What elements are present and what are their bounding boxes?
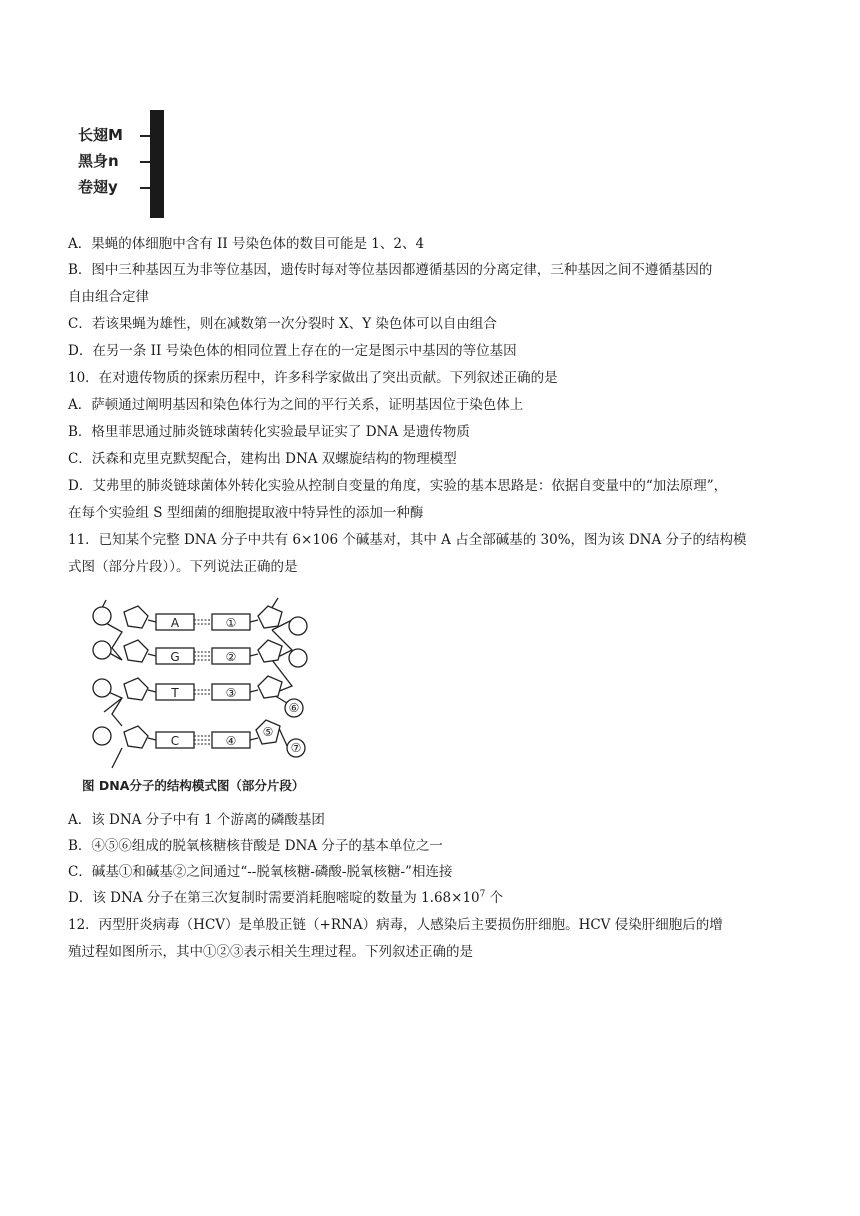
- base-number: ②: [225, 650, 237, 664]
- sugar-base-bond: [148, 690, 156, 692]
- q10-option-d-line2: 在每个实验组 S 型细菌的细胞提取液中特异性的添加一种酶: [68, 505, 424, 521]
- q10-option-b: B．格里菲思通过肺炎链球菌转化实验最早证实了 DNA 是遗传物质: [68, 424, 470, 440]
- base-number: ①: [225, 616, 237, 630]
- phosphate-circle: [93, 727, 111, 745]
- q9-option-a: A．果蝇的体细胞中含有 II 号染色体的数目可能是 1、2、4: [68, 236, 425, 252]
- sugar-base-bond: [250, 654, 258, 656]
- q9-option-b-line2: 自由组合定律: [68, 289, 149, 305]
- marker-6-label: ⑥: [288, 701, 300, 715]
- sugar-base-bond: [250, 620, 258, 622]
- phosphate-circle: [93, 641, 111, 659]
- deoxyribose-pentagon: [124, 678, 148, 700]
- sugar-base-bond: [148, 738, 156, 740]
- deoxyribose-pentagon: [124, 606, 148, 628]
- dna-figure-caption: 图 DNA分子的结构模式图（部分片段）: [82, 778, 305, 793]
- q11-stem-line1: 11．已知某个完整 DNA 分子中共有 6×106 个碱基对，其中 A 占全部碱基的 30%，图为该 DNA 分子的结构模: [68, 532, 747, 548]
- gene-label-curly-wing: 卷翅y: [78, 178, 118, 196]
- q12-stem-line1: 12．丙型肝炎病毒（HCV）是单股正链（+RNA）病毒，人感染后主要损伤肝细胞。HCV 侵染肝细胞后的增: [68, 917, 723, 933]
- phosphate-circle: [289, 617, 307, 635]
- q11-option-d-text: D．该 DNA 分子在第三次复制时需要消耗胞嘧啶的数量为 1.68×10: [68, 890, 480, 906]
- phosphate-circle: [93, 679, 111, 697]
- chromosome-bar: [150, 110, 164, 218]
- gene-tick: [140, 135, 150, 137]
- q11-option-d: [68, 888, 808, 908]
- chromosome-figure: [78, 110, 178, 220]
- deoxyribose-pentagon: [258, 676, 282, 698]
- base-number: ③: [225, 686, 237, 700]
- q9-option-c: C．若该果蝇为雄性，则在减数第一次分裂时 X、Y 染色体可以自由组合: [68, 316, 497, 332]
- gene-label-long-wing: 长翅M: [78, 126, 123, 144]
- gene-tick: [140, 187, 150, 189]
- dna-structure-figure: [82, 590, 332, 800]
- gene-tick: [140, 161, 150, 163]
- q11-option-d-tail: 个: [485, 890, 504, 906]
- gene-label-black-body: 黑身n: [78, 152, 119, 170]
- dna-pairs: [82, 590, 332, 776]
- base-number: ④: [225, 734, 237, 748]
- sugar-base-bond: [148, 620, 156, 622]
- q10-option-a: A．萨顿通过阐明基因和染色体行为之间的平行关系，证明基因位于染色体上: [68, 397, 524, 413]
- base-letter: A: [170, 616, 180, 630]
- q10-stem: 10．在对遗传物质的探索历程中，许多科学家做出了突出贡献。下列叙述正确的是: [68, 370, 558, 386]
- q12-stem-line2: 殖过程如图所示，其中①②③表示相关生理过程。下列叙述正确的是: [68, 944, 473, 960]
- q11-option-d-exponent: 7: [479, 889, 486, 900]
- deoxyribose-pentagon: [124, 726, 148, 748]
- base-letter: T: [171, 686, 179, 700]
- q11-option-a: A．该 DNA 分子中有 1 个游离的磷酸基团: [68, 812, 325, 828]
- q9-option-b-line1: B．图中三种基因互为非等位基因，遗传时每对等位基因都遵循基因的分离定律，三种基因之间不遵循基因的: [68, 262, 713, 278]
- phosphate-circle: [93, 607, 111, 625]
- deoxyribose-pentagon: [258, 640, 282, 662]
- marker-7-label: ⑦: [290, 741, 302, 755]
- sugar-base-bond: [250, 738, 258, 740]
- q9-option-d: D．在另一条 II 号染色体的相同位置上存在的一定是图示中基因的等位基因: [68, 343, 517, 359]
- base-letter: G: [170, 650, 180, 664]
- q10-option-d-line1: D．艾弗里的肺炎链球菌体外转化实验从控制自变量的角度，实验的基本思路是：依据自变量中的“加法原理”，: [68, 478, 728, 494]
- base-letter: C: [170, 734, 180, 748]
- q10-option-c: C．沃森和克里克默契配合，建构出 DNA 双螺旋结构的物理模型: [68, 451, 457, 467]
- sugar-base-bond: [148, 654, 156, 656]
- sugar-base-bond: [250, 690, 258, 692]
- phosphate-circle: [289, 649, 307, 667]
- q11-stem-line2: 式图（部分片段））。下列说法正确的是: [68, 559, 298, 575]
- q11-option-c: C．碱基①和碱基②之间通过“--脱氧核糖-磷酸-脱氧核糖-”相连接: [68, 864, 453, 880]
- deoxyribose-pentagon: [124, 640, 148, 662]
- q11-option-b: B．④⑤⑥组成的脱氧核糖核苷酸是 DNA 分子的基本单位之一: [68, 838, 443, 854]
- deoxyribose-pentagon: [258, 606, 282, 628]
- marker-5-label: ⑤: [262, 725, 274, 739]
